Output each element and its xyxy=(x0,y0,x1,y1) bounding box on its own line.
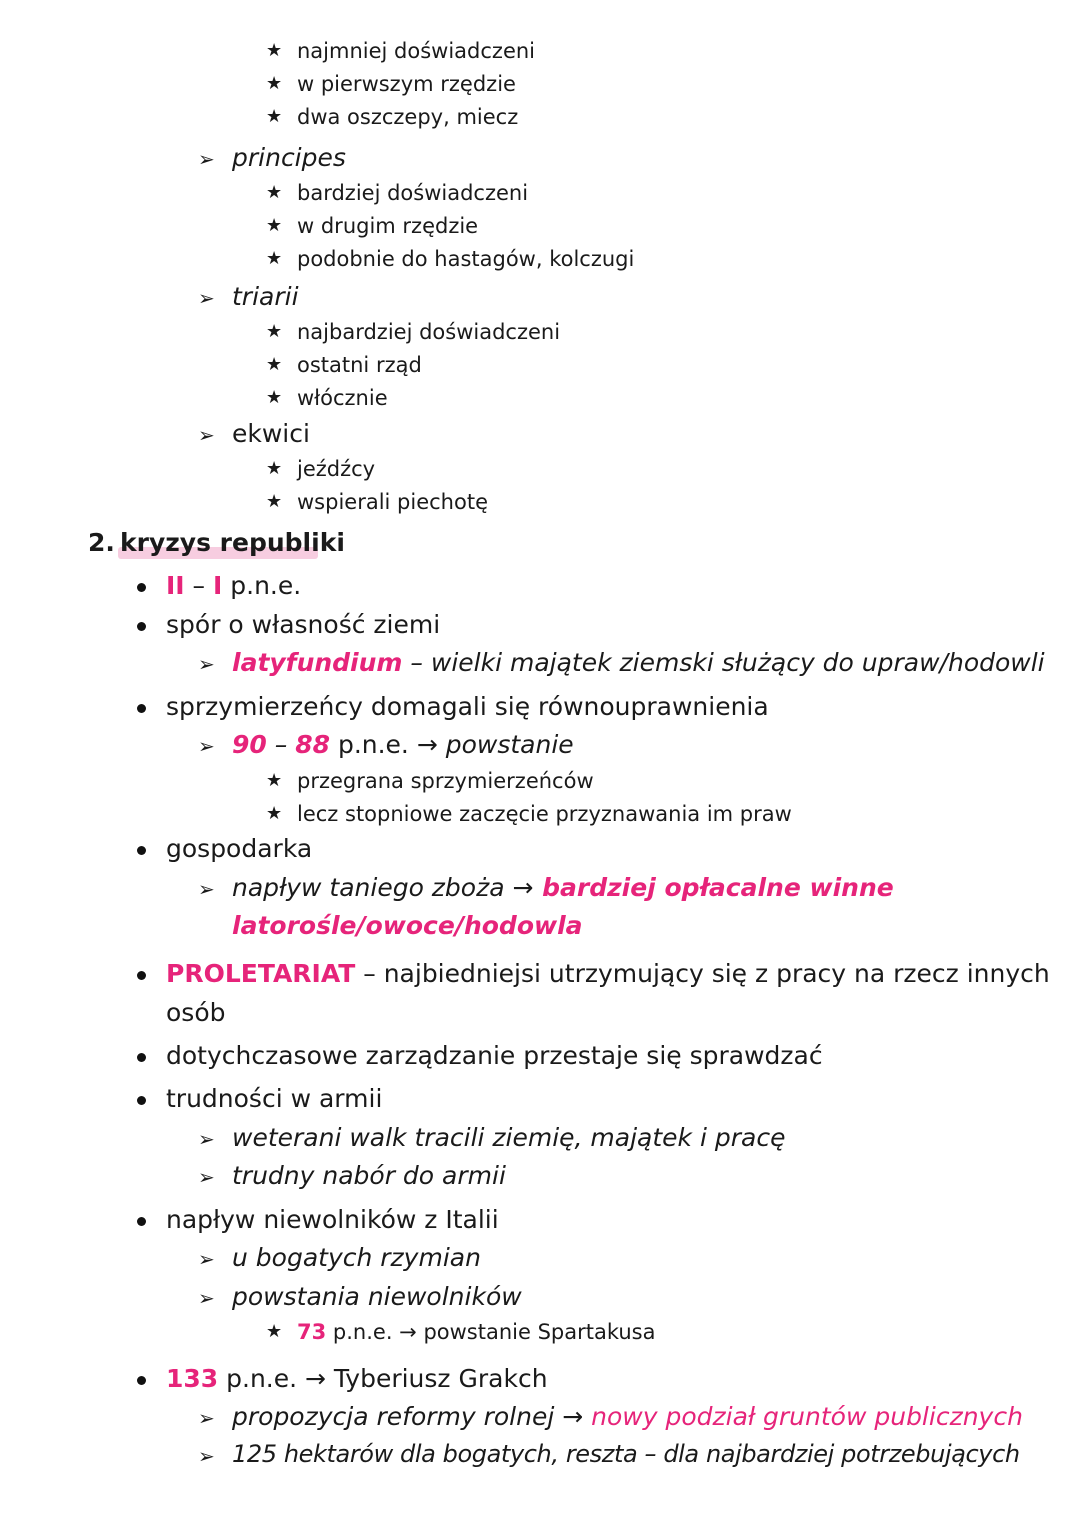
star-icon: ★ xyxy=(266,387,283,408)
section-title: kryzys republiki xyxy=(120,528,345,557)
bullet-dot-icon xyxy=(137,846,146,855)
list-item: w drugim rzędzie xyxy=(297,214,479,238)
sub-item: 125 hektarów dla bogatych, reszta – dla najbardziej potrzebujących xyxy=(232,1440,1020,1468)
bullet-dot-icon xyxy=(137,1217,146,1226)
list-item: włócznie xyxy=(297,386,388,410)
bullet-dot-icon xyxy=(137,1376,146,1385)
arrow-bullet-icon: ➢ xyxy=(198,877,215,901)
list-item: przegrana sprzymierzeńców xyxy=(297,769,594,793)
sub-item: 90 – 88 p.n.e. → powstanie xyxy=(232,730,574,759)
star-icon: ★ xyxy=(266,215,283,236)
list-item: PROLETARIAT – najbiedniejsi utrzymujący się z pracy na rzecz innych xyxy=(166,959,1050,988)
sub-item: u bogatych rzymian xyxy=(232,1243,481,1272)
list-item: najmniej doświadczeni xyxy=(297,39,536,63)
sub-item: trudny nabór do armii xyxy=(232,1161,506,1190)
arrow-bullet-icon: ➢ xyxy=(198,1247,215,1271)
star-icon: ★ xyxy=(266,73,283,94)
list-item: w pierwszym rzędzie xyxy=(297,72,516,96)
section-number: 2. xyxy=(88,528,115,557)
star-icon: ★ xyxy=(266,1321,283,1342)
bullet-dot-icon xyxy=(137,1096,146,1105)
arrow-bullet-icon: ➢ xyxy=(198,423,215,447)
arrow-bullet-icon: ➢ xyxy=(198,147,215,171)
list-item-continued: osób xyxy=(166,998,226,1027)
list-item: spór o własność ziemi xyxy=(166,610,441,639)
sub-item: propozycja reformy rolnej → nowy podział gruntów publicznych xyxy=(232,1402,1023,1431)
bullet-dot-icon xyxy=(137,583,146,592)
sub-item-continued: latorośle/owoce/hodowla xyxy=(232,911,583,940)
star-icon: ★ xyxy=(266,248,283,269)
star-icon: ★ xyxy=(266,770,283,791)
list-item: podobnie do hastagów, kolczugi xyxy=(297,247,635,271)
arrow-bullet-icon: ➢ xyxy=(198,286,215,310)
star-icon: ★ xyxy=(266,106,283,127)
star-icon: ★ xyxy=(266,40,283,61)
list-item: 73 p.n.e. → powstanie Spartakusa xyxy=(297,1320,656,1344)
list-item: lecz stopniowe zaczęcie przyznawania im praw xyxy=(297,802,792,826)
ekwici-label: ekwici xyxy=(232,419,310,448)
list-item: jeźdźcy xyxy=(297,457,376,481)
list-item: najbardziej doświadczeni xyxy=(297,320,561,344)
bullet-dot-icon xyxy=(137,704,146,713)
arrow-bullet-icon: ➢ xyxy=(198,1406,215,1430)
list-item: napływ niewolników z Italii xyxy=(166,1205,499,1234)
sub-item: latyfundium – wielki majątek ziemski służący do upraw/hodowli xyxy=(232,648,1045,677)
list-item: wspierali piechotę xyxy=(297,490,488,514)
star-icon: ★ xyxy=(266,803,283,824)
arrow-bullet-icon: ➢ xyxy=(198,734,215,758)
list-item: dwa oszczepy, miecz xyxy=(297,105,519,129)
arrow-bullet-icon: ➢ xyxy=(198,1165,215,1189)
bullet-dot-icon xyxy=(137,622,146,631)
arrow-bullet-icon: ➢ xyxy=(198,1286,215,1310)
list-item: sprzymierzeńcy domagali się równouprawnienia xyxy=(166,692,769,721)
star-icon: ★ xyxy=(266,491,283,512)
list-item: 133 p.n.e. → Tyberiusz Grakch xyxy=(166,1364,548,1393)
star-icon: ★ xyxy=(266,458,283,479)
principes-label: principes xyxy=(232,143,346,172)
bullet-dot-icon xyxy=(137,1053,146,1062)
triarii-label: triarii xyxy=(232,282,299,311)
bullet-dot-icon xyxy=(137,971,146,980)
sub-item: weterani walk tracili ziemię, majątek i pracę xyxy=(232,1123,786,1152)
sub-item: napływ taniego zboża → bardziej opłacalne winne xyxy=(232,873,894,902)
arrow-bullet-icon: ➢ xyxy=(198,1444,215,1468)
star-icon: ★ xyxy=(266,354,283,375)
list-item: trudności w armii xyxy=(166,1084,383,1113)
list-item: gospodarka xyxy=(166,834,313,863)
list-item: II – I p.n.e. xyxy=(166,571,302,600)
list-item: ostatni rząd xyxy=(297,353,422,377)
sub-item: powstania niewolników xyxy=(232,1282,522,1311)
list-item: dotychczasowe zarządzanie przestaje się sprawdzać xyxy=(166,1041,823,1070)
arrow-bullet-icon: ➢ xyxy=(198,1127,215,1151)
star-icon: ★ xyxy=(266,182,283,203)
list-item: bardziej doświadczeni xyxy=(297,181,529,205)
arrow-bullet-icon: ➢ xyxy=(198,652,215,676)
star-icon: ★ xyxy=(266,321,283,342)
